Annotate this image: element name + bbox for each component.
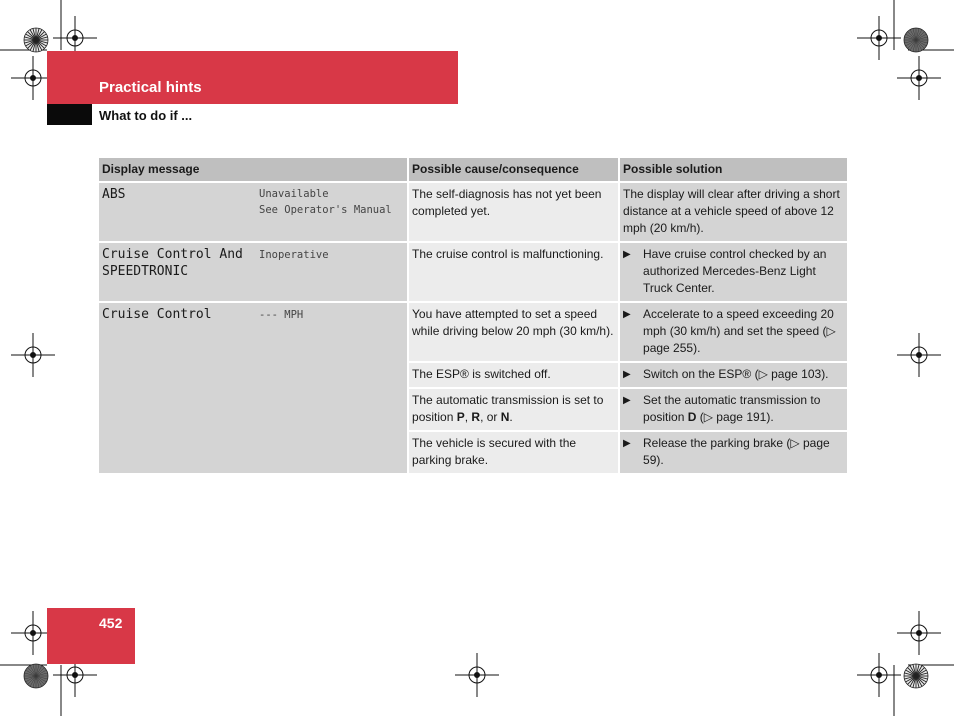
cause-cell: The ESP® is switched off. [408,362,619,388]
display-message-main: Cruise Control [99,302,256,473]
registration-target-icon [857,16,901,60]
display-message-sub: --- MPH [256,302,408,473]
registration-target-icon [897,333,941,377]
table-row [99,242,847,302]
solution-cell: ▶ Accelerate to a speed exceeding 20 mph (30 km/h) and set the speed (▷ page 255). [619,302,847,362]
registration-target-icon [857,653,901,697]
cause-cell: The automatic transmission is set to position P, R, or N. [408,388,619,431]
solution-cell: ▶ Set the automatic transmission to position D (▷ page 191). [619,388,847,431]
gray-target-icon [24,664,48,688]
header-display-message: Display message [99,158,408,182]
display-message-sub: Inoperative [256,242,408,302]
cause-cell: The self-diagnosis has not yet been completed yet. [408,182,619,242]
solution-cell: ▶ Switch on the ESP® (▷ page 103). [619,362,847,388]
bullet-icon: ▶ [623,369,631,380]
display-message-table [99,158,847,473]
registration-target-icon [455,653,499,697]
display-message-main: ABS [99,182,256,242]
cause-cell: The vehicle is secured with the parking brake. [408,431,619,473]
section-banner [47,51,458,104]
display-message-main: Cruise Control And SPEEDTRONIC [99,242,256,302]
registration-target-icon [897,611,941,655]
table-header-row [99,158,847,182]
solution-cell: ▶ Have cruise control checked by an authorized Mercedes-Benz Light Truck Center. [619,242,847,302]
section-marker [47,104,92,125]
gray-target-icon [904,28,928,52]
header-possible-cause: Possible cause/consequence [408,158,619,182]
registration-target-icon [897,56,941,100]
bullet-icon: ▶ [623,438,631,449]
star-target-icon [904,664,928,688]
header-possible-solution: Possible solution [619,158,847,182]
bullet-icon: ▶ [623,249,631,260]
table-row [99,302,847,362]
cause-cell: You have attempted to set a speed while driving below 20 mph (30 km/h). [408,302,619,362]
registration-target-icon [11,333,55,377]
bullet-icon: ▶ [623,309,631,320]
solution-cell: The display will clear after driving a short distance at a vehicle speed of above 12 mph (20 km/h). [619,182,847,242]
star-target-icon [24,28,48,52]
page-number: 452 [99,615,123,631]
display-message-sub: Unavailable See Operator's Manual [256,182,408,242]
subsection-title: What to do if ... [99,108,193,123]
section-title: Practical hints [99,79,202,96]
bullet-icon: ▶ [623,395,631,406]
cause-cell: The cruise control is malfunctioning. [408,242,619,302]
solution-cell: ▶ Release the parking brake (▷ page 59). [619,431,847,473]
table-row [99,182,847,242]
